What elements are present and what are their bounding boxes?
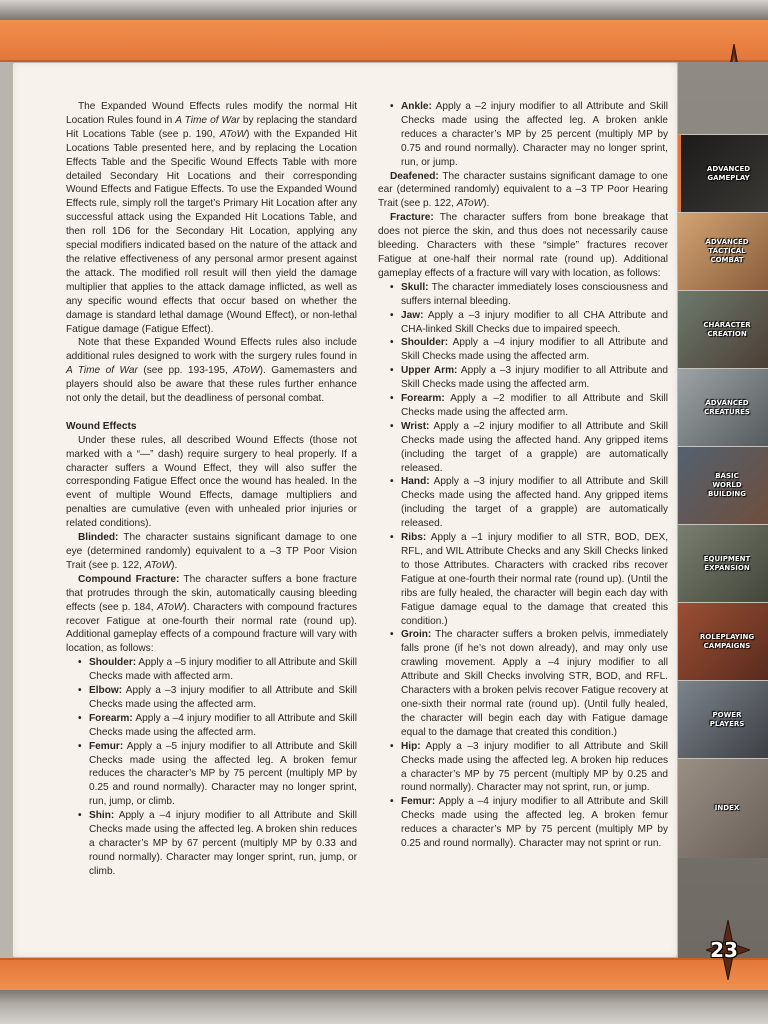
list-item: • Forearm: Apply a –4 injury modifier to all Attribute and Skill Checks made using the affected arm. <box>78 712 357 740</box>
list-item: • Hand: Apply a –3 injury modifier to all Attribute and Skill Checks made using the affected hand. Any gripped items (including the target of a grapple) are automatically released. <box>390 475 668 531</box>
tab-basic-world-building[interactable]: BASIC WORLD BUILDING <box>678 446 768 524</box>
tab-roleplaying-campaigns[interactable]: ROLEPLAYING CAMPAIGNS <box>678 602 768 680</box>
note-paragraph: Note that these Expanded Wound Effects rules also include additional rules designed to work with the surgery rules found in A Time of War (see pp. 193-195, AToW). Gamemasters and players should also be aware that these rules further enhance not only the detail, but the deadliness of personal combat. <box>66 337 358 405</box>
list-item: • Jaw: Apply a –3 injury modifier to all CHA Attribute and CHA-linked Skill Checks due to impaired speech. <box>390 309 668 337</box>
top-orange-band <box>0 20 768 62</box>
wound-effects-paragraph: Under these rules, all described Wound Effects (those not marked with a “—” dash) require surgery to heal properly. If a character suffers a Wound Effect, they will also suffer the corresponding Fatigue Effect once the wound has healed. In the event of multiple Wound Effects, damage multipliers and penalties are cumulative (even with unhealed prior injuries or related conditions). <box>66 434 357 530</box>
list-item: • Ribs: Apply a –1 injury modifier to all STR, BOD, DEX, RFL, and WIL Attribute Checks and any Skill Checks linked to those Attributes. Characters with cracked ribs recover Fatigue at one-fourth their normal rate (round up). (Until the ribs are fully healed, the character will begin each day with Fatigue damage equal to the damage that created this condition.) <box>390 531 668 628</box>
list-item: • Shoulder: Apply a –4 injury modifier to all Attribute and Skill Checks made using the affected arm. <box>390 336 668 364</box>
list-item: • Skull: The character immediately loses consciousness and suffers internal bleeding. <box>390 281 668 309</box>
list-item: • Forearm: Apply a –2 modifier to all Attribute and Skill Checks made using the affected arm. <box>390 392 668 420</box>
tab-advanced-creatures[interactable]: ADVANCED CREATURES <box>678 368 768 446</box>
tab-character-creation[interactable]: CHARACTER CREATION <box>678 290 768 368</box>
list-item: • Femur: Apply a –5 injury modifier to all Attribute and Skill Checks made using the affected leg. A broken femur reduces the character’s MP by 75 percent (multiply MP by 0.25 and round normally). Character may no longer sprint, run, jump, or climb. <box>78 740 357 810</box>
top-metal-border <box>0 0 768 20</box>
list-item: • Wrist: Apply a –2 injury modifier to all Attribute and Skill Checks made using the affected hand. Any gripped items (including the target of a grapple) are automatically released. <box>390 420 668 476</box>
tab-equipment-expansion[interactable]: EQUIPMENT EXPANSION <box>678 524 768 602</box>
compound-fracture-list <box>78 656 357 879</box>
compound-fracture-paragraph: Compound Fracture: The character suffers a bone fracture that protrudes through the skin, automatically causing bleeding effects (see p. 184, AToW). Characters with compound fractures recover Fatigue at one-fourth their normal rate (round up). Additional gameplay effects of a compound fracture will vary with location, as follows: <box>66 573 357 655</box>
bottom-orange-band <box>0 958 768 990</box>
list-item: • Elbow: Apply a –3 injury modifier to all Attribute and Skill Checks made using the affected arm. <box>78 684 357 712</box>
ankle-list <box>390 100 668 170</box>
list-item: • Groin: The character suffers a broken pelvis, immediately falls prone (if he’s not down already), and may only use crawling movement. Apply a –4 injury modifier to all Attribute and Skill Checks involving STR, BOD, and RFL. Characters with a broken pelvis recover Fatigue recovery at one-sixth their normal rate (round up). (Until fully healed, the character will begin each day with Fatigue damage equal to the damage that created this condition.) <box>390 628 668 739</box>
fracture-paragraph: Fracture: The character suffers from bone breakage that does not pierce the skin, and thus does not necessarily cause bleeding. Characters with these “simple” fractures recover Fatigue at one-half their normal rate (round up). Additional gameplay effects of a fracture will vary with location, as follows: <box>378 212 668 279</box>
list-item: • Ankle: Apply a –2 injury modifier to all Attribute and Skill Checks made using the affected leg. A broken ankle reduces a character’s MP by 25 percent (multiply MP by 0.75 and round normally). Character may no longer sprint, run, or jump. <box>390 100 668 170</box>
list-item: • Hip: Apply a –3 injury modifier to all Attribute and Skill Checks made using the affected leg. A broken hip reduces a character’s MP by 75 percent (multiply MP by 0.25 and round normally). Character may not sprint, run, or jump. <box>390 740 668 796</box>
list-item: • Upper Arm: Apply a –3 injury modifier to all Attribute and Skill Checks made using the affected arm. <box>390 364 668 392</box>
fracture-list <box>390 281 668 851</box>
bottom-metal-border <box>0 990 768 1024</box>
deafened-paragraph: Deafened: The character sustains significant damage to one ear (determined randomly) equivalent to a –3 TP Poor Hearing Trait (see p. 122, AToW). <box>378 170 668 210</box>
tab-power-players[interactable]: POWER PLAYERS <box>678 680 768 758</box>
tab-advanced-tactical-combat[interactable]: ADVANCED TACTICAL COMBAT <box>678 212 768 290</box>
page-number: 23 <box>710 938 738 962</box>
list-item: • Femur: Apply a –4 injury modifier to all Attribute and Skill Checks made using the affected leg. A broken femur reduces a character’s MP by 75 percent (multiply MP by 0.25 and round normally). Character may not sprint or run. <box>390 795 668 851</box>
tab-advanced-gameplay[interactable]: ADVANCED GAMEPLAY <box>678 134 768 212</box>
wound-effects-heading: Wound Effects <box>66 420 137 432</box>
intro-paragraph: The Expanded Wound Effects rules modify the normal Hit Location Rules found in A Time of War by replacing the standard Hit Locations Table (see p. 190, AToW) with the Expanded Hit Locations Table presented here, and by replacing the Location Effects Table and the Specific Wound Effects Table with more detailed Secondary Hit Locations and their corresponding Wound Effects and Fatigue Effects. To use the Expanded Wound Effects rule, simply roll the target’s Primary Hit Location after any successful attack using the Expanded Hit Locations Table, and then roll 1D6 for the Secondary Hit Location, applying any special modifiers indicated based on the nature of the attack and the relative effectiveness of any personal armor present against the attack. The modified roll result will then yield the damage multiplier that applies to the attack damage inflicted, as well as any specific wound effects that occur based on whether the damage is standard lethal damage (Wound Effect), or non-lethal Fatigue damage (Fatigue Effect). <box>66 101 357 335</box>
blinded-paragraph: Blinded: The character sustains significant damage to one eye (determined randomly) equivalent to a –3 TP Poor Vision Trait (see p. 122, AToW). <box>66 532 357 571</box>
list-item: • Shin: Apply a –4 injury modifier to all Attribute and Skill Checks made using the affected leg. A broken shin reduces a character’s MP by 67 percent (multiply MP by 0.33 and round normally). Character may longer sprint, run, jump, or climb. <box>78 809 357 879</box>
left-column <box>66 100 357 879</box>
tab-index[interactable]: INDEX <box>678 758 768 858</box>
list-item: • Shoulder: Apply a –5 injury modifier to all Attribute and Skill Checks made with affected arm. <box>78 656 357 684</box>
right-column <box>378 100 668 851</box>
